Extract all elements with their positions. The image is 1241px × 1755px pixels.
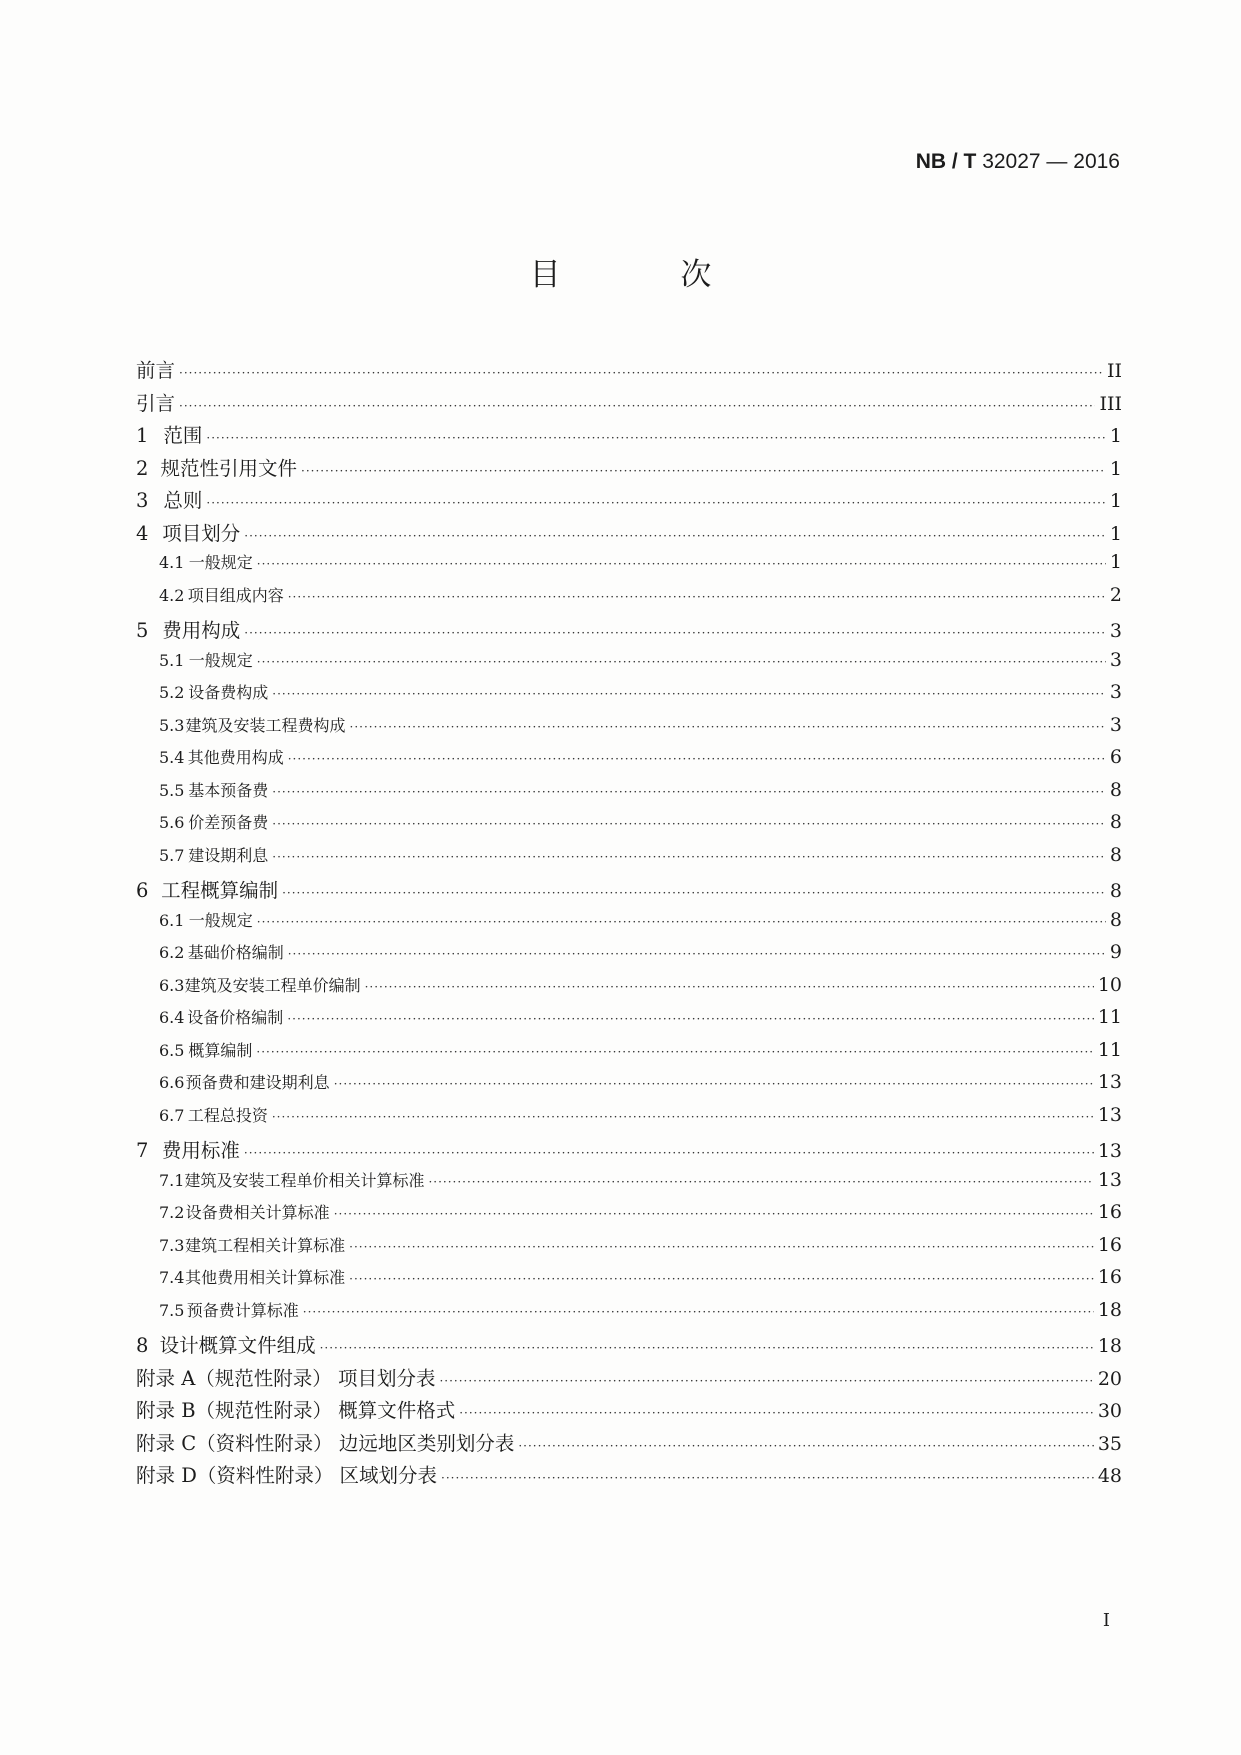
toc-entry-title: 设备费构成: [188, 683, 269, 702]
toc-entry-title: 预备费计算标准: [186, 1300, 299, 1320]
toc-entry-title: 建筑工程相关计算标准: [185, 1235, 346, 1255]
toc-entry: [136, 680, 1122, 713]
toc-entry-number: 4.1: [159, 553, 185, 572]
toc-dot-leader: [350, 720, 1106, 734]
toc-entry: [136, 1265, 1122, 1298]
toc-entry-number: 5.5: [159, 780, 185, 800]
toc-entry-number: 5: [136, 619, 149, 642]
toc-entry-page: 18: [1097, 1335, 1122, 1357]
toc-entry-number: 1: [136, 424, 149, 447]
toc-entry: [136, 843, 1122, 876]
toc-dot-leader: [287, 1012, 1094, 1026]
toc-entry-title: 工程总投资: [187, 1105, 268, 1125]
toc-entry: [136, 1298, 1122, 1331]
toc-entry-title: 附录 B（规范性附录） 概算文件格式: [136, 1399, 456, 1422]
toc-dot-leader: [459, 1406, 1094, 1420]
toc-entry-title: 概算编制: [188, 1040, 253, 1060]
toc-entry-page: 11: [1097, 1038, 1122, 1061]
toc-entry-title: 项目组成内容: [187, 585, 284, 605]
toc-entry-title: 一般规定: [188, 650, 253, 670]
toc-entry-page: 20: [1097, 1367, 1122, 1390]
toc-entry: [136, 1460, 1122, 1493]
toc-entry-number: 5.6: [159, 813, 185, 832]
toc-entry: [136, 550, 1122, 583]
toc-entry-number: 6.6: [159, 1073, 185, 1092]
page-number: I: [1102, 1610, 1110, 1631]
toc-entry-title: 设计概算文件组成: [159, 1334, 316, 1357]
toc-entry-page: 3: [1109, 681, 1122, 703]
toc-entry-number: 5.3: [159, 715, 185, 735]
toc-entry: [136, 1168, 1122, 1201]
toc-entry-number: 6.1: [159, 910, 185, 930]
toc-entry-title: 基本预备费: [188, 780, 269, 800]
toc-entry-page: 1: [1109, 522, 1122, 545]
toc-dot-leader: [272, 817, 1106, 831]
toc-entry: [136, 745, 1122, 778]
toc-entry: [136, 810, 1122, 843]
toc-entry: [136, 1233, 1122, 1266]
toc-entry-title: 设备费相关计算标准: [185, 1203, 330, 1222]
toc-dot-leader: [349, 1272, 1094, 1286]
toc-entry-page: 3: [1109, 648, 1122, 671]
toc-entry-page: 13: [1097, 1140, 1122, 1162]
toc-entry-title: 前言: [136, 359, 176, 382]
toc-entry-title: 附录 C（资料性附录） 边远地区类别划分表: [136, 1431, 515, 1455]
toc-entry: [136, 940, 1122, 973]
toc-entry-title: 规范性引用文件: [160, 456, 298, 480]
toc-entry-title: 费用构成: [162, 619, 241, 642]
toc-entry-number: 5.1: [159, 650, 185, 670]
toc-entry-title: 价差预备费: [188, 813, 269, 832]
toc-entry-title: 引言: [136, 391, 176, 415]
toc-entry: [136, 485, 1122, 518]
toc-dot-leader: [441, 1471, 1094, 1485]
toc-dot-leader: [244, 529, 1106, 543]
toc-entry-page: 35: [1097, 1432, 1122, 1455]
toc-entry-page: 8: [1109, 778, 1122, 801]
toc-entry-number: 6.2: [159, 943, 185, 962]
toc-dot-leader: [256, 1045, 1093, 1059]
toc-entry-title: 工程概算编制: [161, 879, 279, 902]
toc-entry-page: 9: [1109, 941, 1122, 963]
toc-entry: [136, 518, 1122, 551]
toc-entry-number: 5.7: [159, 845, 185, 865]
toc-dot-leader: [288, 590, 1106, 604]
toc-entry-number: 7.4: [159, 1268, 185, 1287]
toc-entry-number: 3: [136, 489, 149, 512]
toc-entry-title: 建筑及安装工程单价相关计算标准: [184, 1170, 425, 1190]
toc-dot-leader: [257, 655, 1106, 669]
toc-dot-leader: [334, 1207, 1094, 1221]
toc-entry-title: 建筑及安装工程费构成: [185, 715, 346, 735]
toc-entry: [136, 1363, 1122, 1396]
toc-entry-title: 一般规定: [188, 553, 253, 572]
toc-entry-title: 一般规定: [188, 910, 253, 930]
toc-entry-page: 13: [1097, 1103, 1122, 1126]
toc-dot-leader: [206, 431, 1105, 445]
toc-dot-leader: [282, 886, 1106, 900]
toc-dot-leader: [301, 464, 1106, 478]
toc-entry: [136, 973, 1122, 1006]
toc-entry-page: 1: [1109, 490, 1122, 512]
toc-entry-page: 6: [1109, 746, 1122, 768]
toc-dot-leader: [303, 1305, 1094, 1319]
toc-entry-page: 1: [1109, 551, 1122, 573]
toc-entry-number: 4: [136, 521, 149, 545]
toc-entry-number: 5.2: [159, 683, 185, 702]
toc-entry-title: 设备价格编制: [187, 1008, 284, 1027]
toc-dot-leader: [320, 1341, 1094, 1355]
standard-code-number: 32027 — 2016: [982, 150, 1120, 173]
toc-entry-number: 4.2: [159, 585, 185, 605]
toc-dot-leader: [179, 366, 1103, 380]
toc-entry-page: 2: [1109, 583, 1122, 606]
toc-entry: [136, 355, 1122, 388]
toc-entry-page: III: [1099, 392, 1122, 415]
toc-entry-title: 附录 D（资料性附录） 区域划分表: [136, 1464, 438, 1487]
toc-entry-number: 5.4: [159, 748, 185, 767]
toc-entry: [136, 1135, 1122, 1168]
toc-dot-leader: [244, 626, 1106, 640]
toc-entry-page: 30: [1097, 1400, 1122, 1422]
toc-dot-leader: [272, 850, 1106, 864]
toc-dot-leader: [349, 1240, 1094, 1254]
toc-entry-number: 7.2: [159, 1203, 185, 1222]
toc-entry-title: 范围: [163, 424, 203, 447]
toc-entry: [136, 1005, 1122, 1038]
toc-entry-title: 基础价格编制: [187, 943, 284, 962]
toc-dot-leader: [288, 752, 1106, 766]
toc-entry: [136, 583, 1122, 616]
toc-entry-number: 8: [136, 1334, 149, 1357]
toc-entry: [136, 713, 1122, 746]
toc-entry-page: 1: [1109, 425, 1122, 447]
toc-entry: [136, 453, 1122, 486]
toc-entry-page: 11: [1097, 1006, 1122, 1028]
table-of-contents: [136, 355, 1122, 1493]
toc-entry-title: 附录 A（规范性附录） 项目划分表: [136, 1366, 436, 1390]
toc-entry: [136, 1103, 1122, 1136]
toc-entry-page: 3: [1109, 620, 1122, 642]
toc-entry-page: 8: [1109, 880, 1122, 902]
toc-entry-page: 16: [1097, 1201, 1122, 1223]
toc-entry-title: 总则: [163, 489, 203, 512]
toc-entry: [136, 1038, 1122, 1071]
toc-entry: [136, 420, 1122, 453]
toc-entry-page: 10: [1097, 973, 1122, 996]
toc-entry-page: 8: [1109, 908, 1122, 931]
toc-entry-page: 18: [1097, 1298, 1122, 1321]
toc-entry-number: 6.7: [159, 1105, 185, 1125]
toc-dot-leader: [206, 496, 1105, 510]
toc-entry: [136, 1070, 1122, 1103]
toc-dot-leader: [518, 1439, 1093, 1453]
toc-dot-leader: [272, 785, 1106, 799]
page-title: 目 次: [529, 257, 767, 293]
toc-entry-page: 48: [1097, 1465, 1122, 1487]
toc-entry: [136, 908, 1122, 941]
toc-entry-page: 8: [1109, 843, 1122, 866]
toc-dot-leader: [439, 1374, 1093, 1388]
toc-entry-title: 费用标准: [161, 1139, 240, 1162]
toc-dot-leader: [257, 915, 1106, 929]
toc-dot-leader: [365, 980, 1094, 994]
toc-entry-page: 3: [1109, 713, 1122, 736]
toc-entry-number: 2: [136, 456, 149, 480]
toc-entry: [136, 615, 1122, 648]
toc-dot-leader: [272, 687, 1106, 701]
toc-dot-leader: [334, 1077, 1094, 1091]
standard-code-prefix: NB / T: [915, 150, 977, 173]
toc-entry-page: II: [1106, 360, 1122, 382]
toc-entry-title: 建设期利息: [188, 845, 269, 865]
toc-dot-leader: [244, 1146, 1094, 1160]
toc-entry-title: 其他费用构成: [187, 748, 284, 767]
toc-entry-page: 16: [1097, 1233, 1122, 1256]
toc-entry: [136, 1200, 1122, 1233]
toc-dot-leader: [428, 1175, 1093, 1189]
toc-entry-page: 16: [1097, 1266, 1122, 1288]
toc-entry-page: 13: [1097, 1071, 1122, 1093]
toc-entry-number: 6.5: [159, 1040, 185, 1060]
toc-entry: [136, 875, 1122, 908]
standard-code: [870, 148, 1120, 176]
toc-entry: [136, 1330, 1122, 1363]
toc-entry-number: 6: [136, 879, 149, 902]
toc-entry-number: 6.4: [159, 1008, 185, 1027]
toc-entry-number: 7.5: [159, 1300, 185, 1320]
toc-entry-title: 项目划分: [162, 521, 241, 545]
toc-entry: [136, 1428, 1122, 1461]
toc-entry-number: 7: [136, 1139, 149, 1162]
toc-entry-number: 7.3: [159, 1235, 185, 1255]
toc-entry: [136, 388, 1122, 421]
toc-dot-leader: [272, 1110, 1094, 1124]
toc-entry-number: 6.3: [159, 975, 185, 995]
toc-entry-title: 其他费用相关计算标准: [185, 1268, 346, 1287]
toc-entry-page: 13: [1097, 1168, 1122, 1191]
toc-entry: [136, 1395, 1122, 1428]
toc-entry-page: 1: [1109, 457, 1122, 480]
toc-entry: [136, 778, 1122, 811]
toc-dot-leader: [179, 399, 1095, 413]
toc-entry-number: 7.1: [159, 1170, 185, 1190]
toc-entry: [136, 648, 1122, 681]
toc-entry-page: 8: [1109, 811, 1122, 833]
toc-dot-leader: [257, 557, 1106, 571]
toc-entry-title: 预备费和建设期利息: [185, 1073, 330, 1092]
toc-dot-leader: [288, 947, 1106, 961]
toc-entry-title: 建筑及安装工程单价编制: [184, 975, 361, 995]
